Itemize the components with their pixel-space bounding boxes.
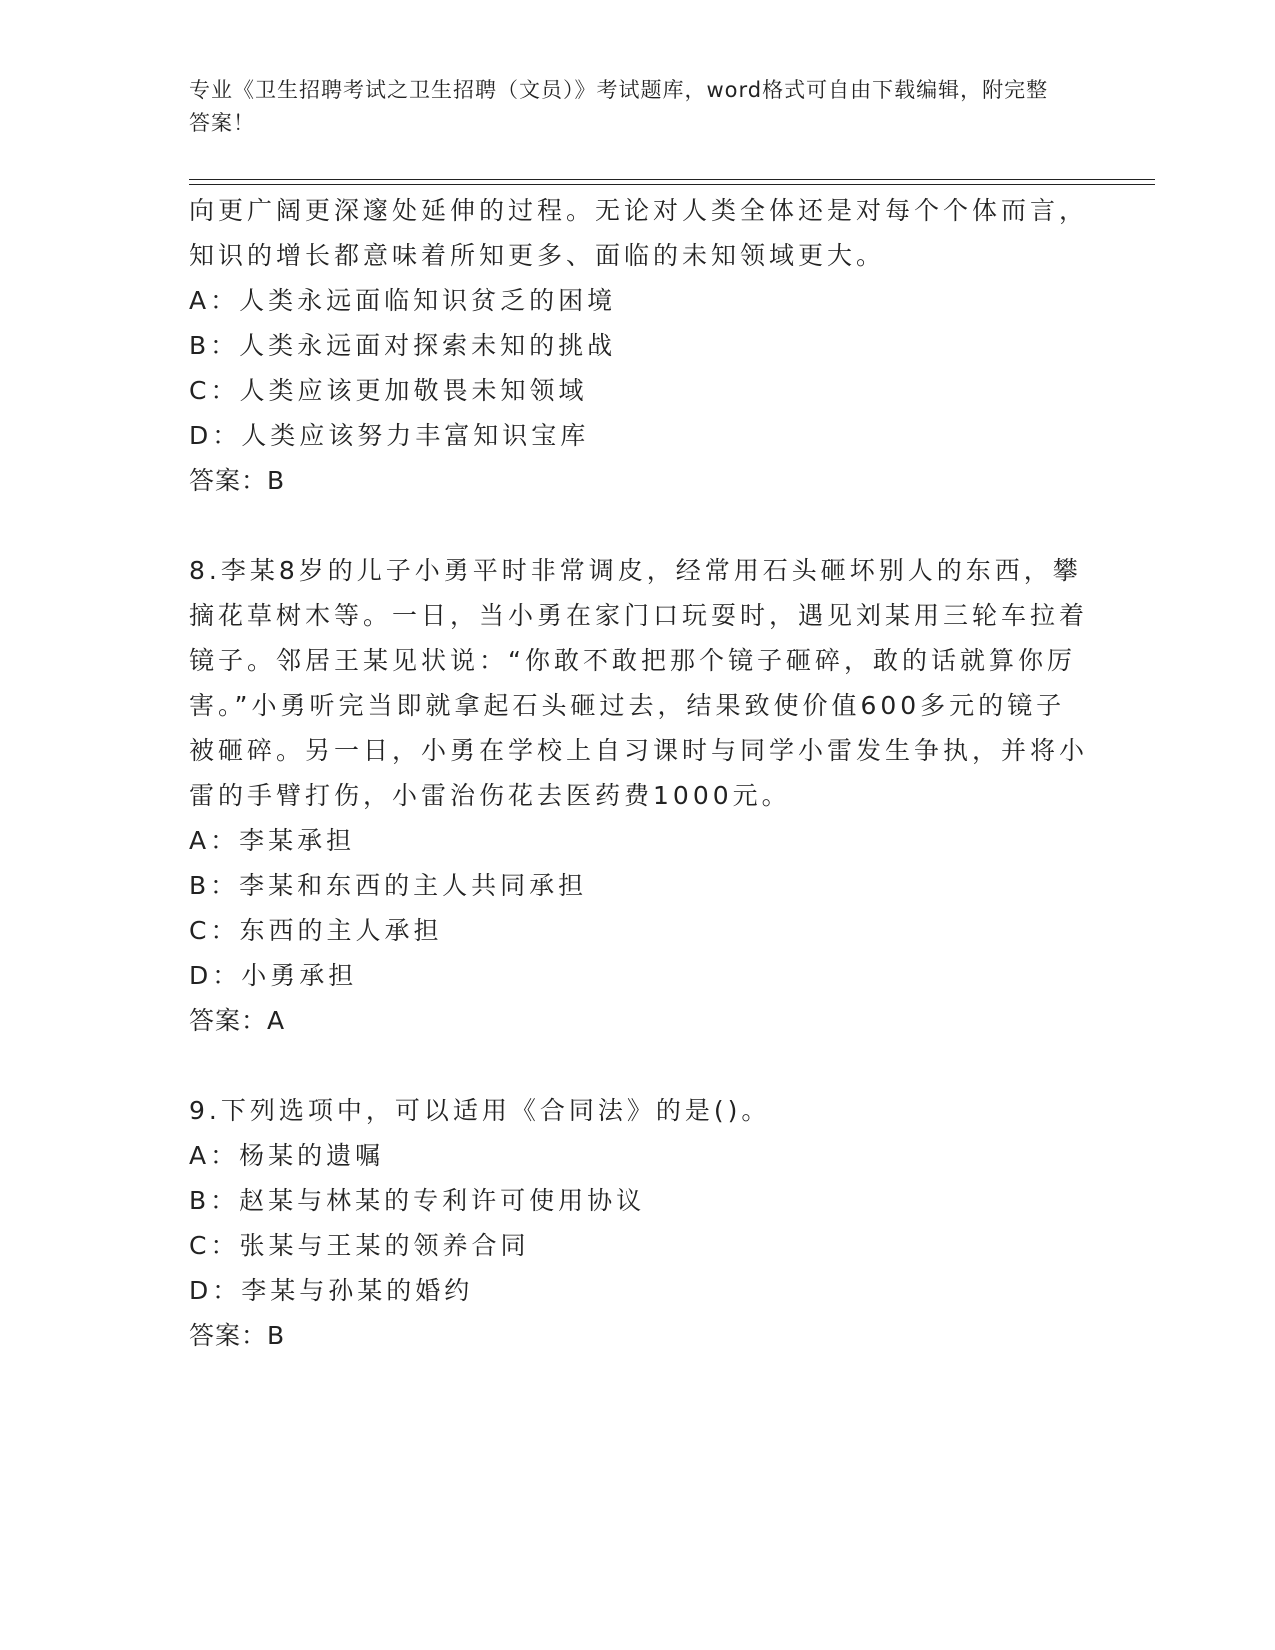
header-divider-bottom	[189, 184, 1155, 185]
option-d: D：人类应该努力丰富知识宝库	[189, 421, 590, 450]
answer-line: 答案：B	[189, 466, 286, 495]
question-spacer	[189, 503, 1089, 548]
option-b: B：人类永远面对探索未知的挑战	[189, 331, 617, 360]
option-d: D：小勇承担	[189, 961, 358, 990]
question-spacer	[189, 1043, 1089, 1088]
option-a: A：杨某的遗嘱	[189, 1141, 385, 1170]
option-b: B：李某和东西的主人共同承担	[189, 871, 588, 900]
header-divider-top	[189, 179, 1155, 180]
question-block	[189, 188, 1089, 503]
option-a: A：人类永远面临知识贫乏的困境	[189, 286, 617, 315]
option-a: A：李某承担	[189, 826, 356, 855]
answer-line: 答案：A	[189, 1006, 286, 1035]
question-block	[189, 548, 1089, 1043]
option-c: C：东西的主人承担	[189, 916, 443, 945]
header-text: 专业《卫生招聘考试之卫生招聘（文员）》考试题库，word格式可自由下载编辑，附完整答案！	[189, 78, 1049, 135]
question-stem: 9.下列选项中，可以适用《合同法》的是()。	[189, 1096, 771, 1125]
question-block	[189, 1088, 1089, 1358]
option-c: C：张某与王某的领养合同	[189, 1231, 530, 1260]
question-list	[189, 188, 1089, 1358]
document-header	[189, 74, 1069, 140]
option-b: B：赵某与林某的专利许可使用协议	[189, 1186, 646, 1215]
question-stem: 8.李某8岁的儿子小勇平时非常调皮，经常用石头砸坏别人的东西，攀摘花草树木等。一日，当小勇在家门口玩耍时，遇见刘某用三轮车拉着镜子。邻居王某见状说：“你敢不敢把那个镜子砸碎，敢的话就算你厉害。”小勇听完当即就拿起石头砸过去，结果致使价值600多元的镜子被砸碎。另一日，小勇在学校上自习课时与同学小雷发生争执，并将小雷的手臂打伤，小雷治伤花去医药费1000元。	[189, 556, 1089, 810]
option-d: D：李某与孙某的婚约	[189, 1276, 474, 1305]
answer-line: 答案：B	[189, 1321, 286, 1350]
option-c: C：人类应该更加敬畏未知领域	[189, 376, 588, 405]
question-stem: 向更广阔更深邃处延伸的过程。无论对人类全体还是对每个个体而言，知识的增长都意味着所知更多、面临的未知领域更大。	[189, 196, 1089, 270]
